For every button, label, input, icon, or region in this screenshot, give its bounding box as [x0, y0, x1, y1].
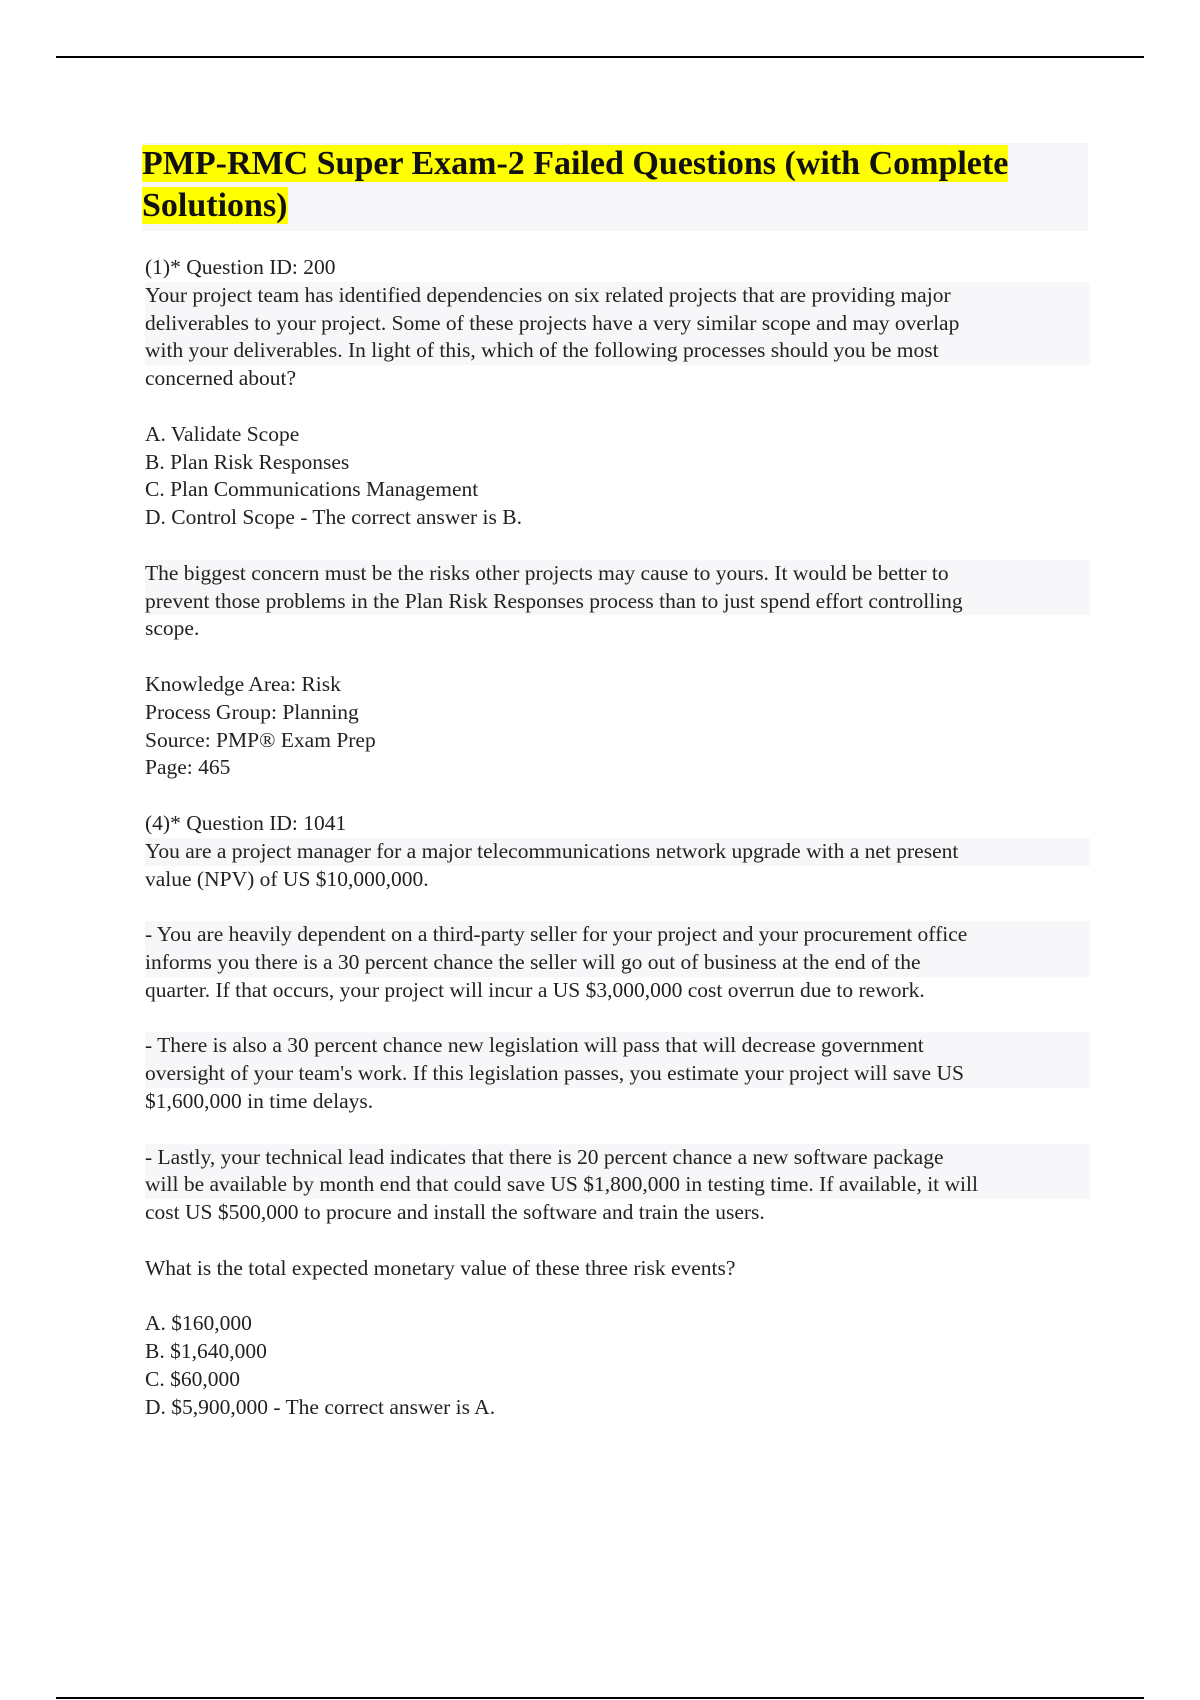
bullet-1-line: informs you there is a 30 percent chance the seller will go out of business at the end of the: [145, 949, 1090, 977]
question-4-prompt: [145, 1255, 1090, 1283]
bullet-2-line: $1,600,000 in time delays.: [145, 1088, 374, 1113]
bullet-2-line: - There is also a 30 percent chance new legislation will pass that will decrease government: [145, 1032, 1090, 1060]
question-1-block: [145, 254, 1090, 393]
meta-knowledge-area: Knowledge Area: Risk: [145, 671, 341, 696]
question-4-block: [145, 810, 1090, 893]
option-c: C. Plan Communications Management: [145, 477, 479, 502]
document-body: [145, 254, 1090, 1449]
question-1-stem-line: concerned about?: [145, 366, 297, 391]
question-4-stem-line: You are a project manager for a major telecommunications network upgrade with a net present: [145, 838, 1090, 866]
question-1-options: [145, 421, 1090, 532]
question-1-meta: [145, 671, 1090, 782]
meta-source: Source: PMP® Exam Prep: [145, 727, 376, 752]
option-a: A. Validate Scope: [145, 421, 300, 446]
bullet-3-line: - Lastly, your technical lead indicates that there is 20 percent chance a new software package: [145, 1144, 1090, 1172]
bullet-3-line: will be available by month end that could save US $1,800,000 in testing time. If available, it will: [145, 1171, 1090, 1199]
question-4-bullet-1: [145, 921, 1090, 1004]
meta-page: Page: 465: [145, 755, 231, 780]
question-1-explanation: [145, 560, 1090, 643]
title-block: [142, 143, 1088, 231]
question-1-stem-line: Your project team has identified dependencies on six related projects that are providing major: [145, 282, 1090, 310]
question-4-stem-line: value (NPV) of US $10,000,000.: [145, 866, 429, 891]
question-4-bullet-3: [145, 1144, 1090, 1227]
question-4-header: (4)* Question ID: 1041: [145, 810, 347, 835]
page-title: [142, 143, 1088, 227]
option-b: B. Plan Risk Responses: [145, 449, 350, 474]
bullet-2-line: oversight of your team's work. If this legislation passes, you estimate your project will save US: [145, 1060, 1090, 1088]
explanation-line: scope.: [145, 616, 200, 641]
question-1-stem-line: with your deliverables. In light of this, which of the following processes should you be most: [145, 337, 1090, 365]
question-4-prompt-text: What is the total expected monetary value of these three risk events?: [145, 1255, 736, 1280]
bullet-1-line: quarter. If that occurs, your project will incur a US $3,000,000 cost overrun due to rework.: [145, 977, 925, 1002]
top-divider: [56, 56, 1144, 58]
option-b: B. $1,640,000: [145, 1339, 267, 1364]
explanation-line: prevent those problems in the Plan Risk Responses process than to just spend effort controlling: [145, 588, 1090, 616]
title-line-2: Solutions): [142, 187, 288, 224]
option-d-answer: D. $5,900,000 - The correct answer is A.: [145, 1394, 496, 1419]
question-4-bullet-2: [145, 1032, 1090, 1115]
explanation-line: The biggest concern must be the risks other projects may cause to yours. It would be better to: [145, 560, 1090, 588]
meta-process-group: Process Group: Planning: [145, 699, 359, 724]
question-1-stem-line: deliverables to your project. Some of these projects have a very similar scope and may overlap: [145, 310, 1090, 338]
title-line-1: PMP-RMC Super Exam-2 Failed Questions (with Complete: [142, 145, 1009, 182]
question-1-header: (1)* Question ID: 200: [145, 255, 336, 279]
bullet-1-line: - You are heavily dependent on a third-party seller for your project and your procurement office: [145, 921, 1090, 949]
option-a: A. $160,000: [145, 1311, 252, 1336]
bullet-3-line: cost US $500,000 to procure and install the software and train the users.: [145, 1200, 765, 1225]
option-c: C. $60,000: [145, 1366, 240, 1391]
bottom-divider: [56, 1697, 1144, 1699]
question-4-options: [145, 1310, 1090, 1421]
option-d-answer: D. Control Scope - The correct answer is B.: [145, 505, 522, 530]
